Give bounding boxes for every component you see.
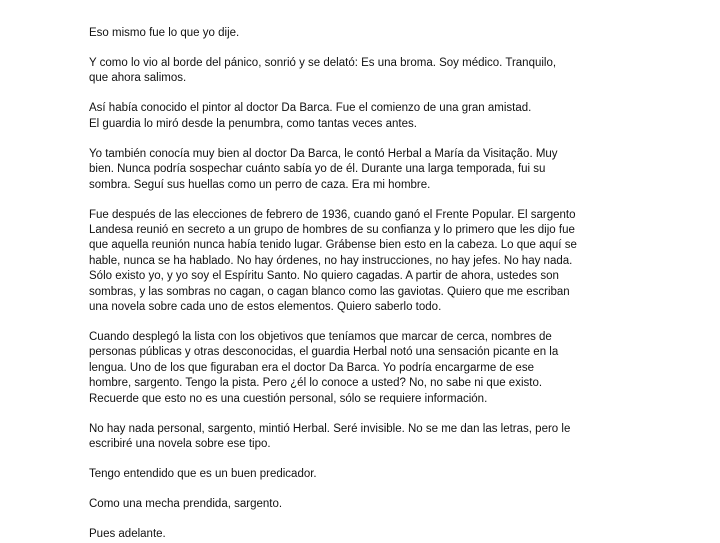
paragraph: Así había conocido el pintor al doctor Da Barca. Fue el comienzo de una gran amistad. El guardia lo miró desde la penumbra, como tantas veces antes. xyxy=(89,102,532,130)
paragraph: Yo también conocía muy bien al doctor Da Barca, le contó Herbal a María da Visitação. Muy bien. Nunca podría sospechar cuánto sabía yo de él. Durante una larga temporada, fui su sombra. Seguí sus huellas como un perro de caza. Era mi hombre. xyxy=(89,147,558,191)
paragraph: No hay nada personal, sargento, mintió Herbal. Seré invisible. No se me dan las letras, pero le escribiré una novela sobre ese tipo. xyxy=(89,422,571,451)
paragraph: Eso mismo fue lo que yo dije. xyxy=(89,27,240,39)
paragraph: Pues adelante. xyxy=(89,528,166,541)
paragraph: Como una mecha prendida, sargento. xyxy=(89,498,283,511)
paragraph: Y como lo vio al borde del pánico, sonrió y se delató: Es una broma. Soy médico. Tranquilo, que ahora salimos. xyxy=(89,57,557,85)
paragraph: Tengo entendido que es un buen predicador. xyxy=(89,468,317,481)
paragraph: Fue después de las elecciones de febrero de 1936, cuando ganó el Frente Popular. El sargento Landesa reunió en secreto a un grupo de hombres de su confianza y lo primero que les dijo fue que aquella reunión nunca había tenido lugar. Grábense bien esto en la cabeza. Lo que aquí se hable, nunca se ha hablado. No hay órdenes, no hay instrucciones, no hay jefes. No hay nada. Sólo existo yo, y yo soy el Espíritu Santo. No quiero cagadas. A partir de ahora, ustedes son sombras, y las sombras no cagan, o cagan blanco como las gaviotas. Quiero que me escriban una novela sobre cada uno de estos elementos. Quiero saberlo todo. xyxy=(89,208,577,314)
paragraph: Cuando desplegó la lista con los objetivos que teníamos que marcar de cerca, nombres de personas públicas y otras desconocidas, el guardia Herbal notó una sensación picante en la lengua. Uno de los que figuraban era el doctor Da Barca. Yo podría encargarme de ese hombre, sargento. Tengo la pista. Pero ¿él lo conoce a usted? No, no sabe ni que existo. Recuerde que esto no es una cuestión personal, sólo se requiere información. xyxy=(89,331,559,405)
document-page xyxy=(89,26,609,543)
